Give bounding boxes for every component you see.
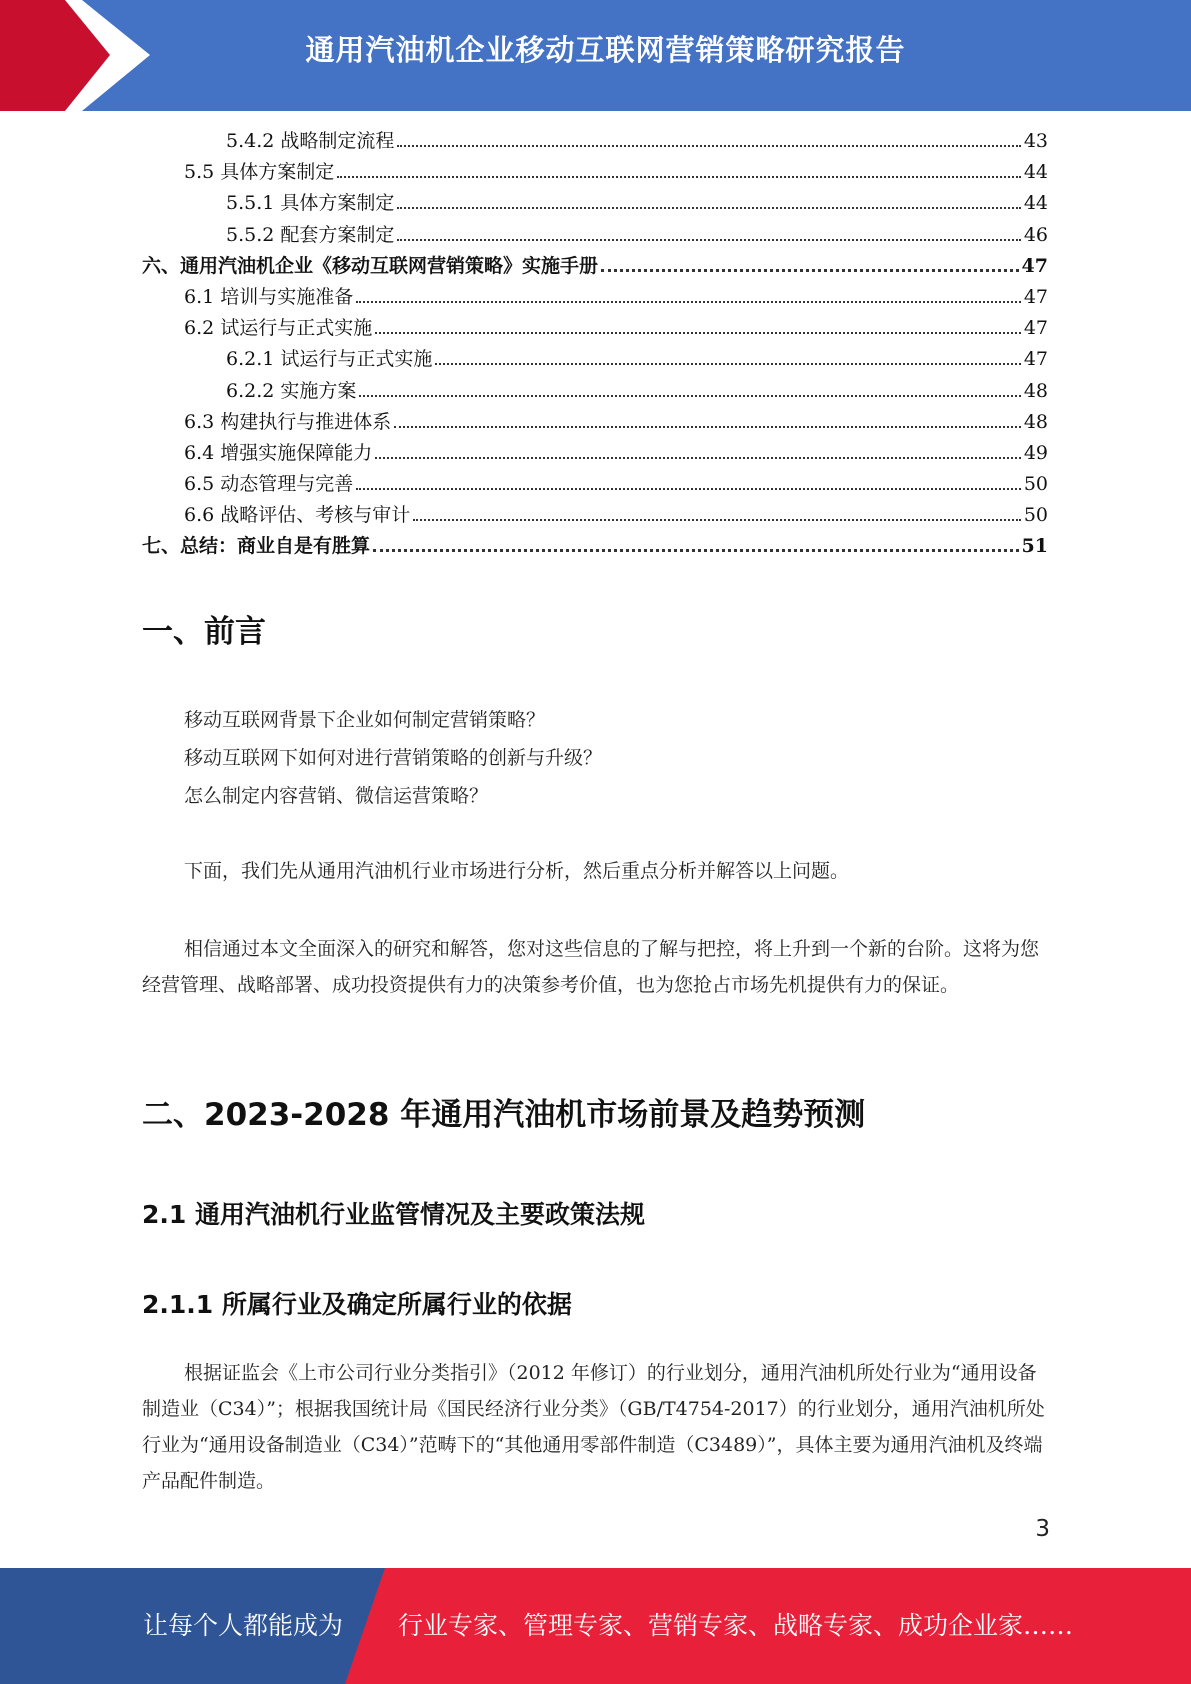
toc-entry-label: 6.1 培训与实施准备 <box>184 285 354 308</box>
toc-entry-label: 5.5 具体方案制定 <box>184 161 335 184</box>
footer-roles: 行业专家、管理专家、营销专家、战略专家、成功企业家…… <box>398 1611 1074 1640</box>
toc-dot-leader <box>356 301 1021 303</box>
toc-dot-leader <box>373 549 1019 552</box>
subsection-heading-2-1: 2.1 通用汽油机行业监管情况及主要政策法规 <box>142 1200 645 1229</box>
toc-entry-page: 50 <box>1023 504 1048 527</box>
toc-entry[interactable] <box>142 344 1048 375</box>
toc-entry[interactable] <box>142 220 1048 251</box>
toc-entry[interactable] <box>142 126 1048 157</box>
toc-entry[interactable] <box>142 438 1048 469</box>
toc-entry[interactable] <box>142 500 1048 531</box>
toc-entry-page: 44 <box>1023 161 1048 184</box>
question-line: 怎么制定内容营销、微信运营策略？ <box>184 785 489 807</box>
toc-dot-leader <box>375 332 1021 334</box>
toc-dot-leader <box>435 363 1020 365</box>
toc-entry-page: 43 <box>1023 130 1048 152</box>
toc-dot-leader <box>413 519 1021 521</box>
preface-paragraph-2: 相信通过本文全面深入的研究和解答，您对这些信息的了解与把控，将上升到一个新的台阶。这将为您经营管理、战略部署、成功投资提供有力的决策参考价值，也为您抢占市场先机提供有力的保证。 <box>142 938 1040 996</box>
footer-band <box>0 1568 1191 1684</box>
toc-dot-leader <box>375 457 1021 459</box>
toc-dot-leader <box>394 426 1021 428</box>
toc-entry[interactable] <box>142 188 1048 219</box>
question-line: 移动互联网下如何对进行营销策略的创新与升级？ <box>184 747 603 769</box>
header-band <box>0 0 1191 111</box>
toc-dot-leader <box>356 488 1021 490</box>
toc-entry[interactable] <box>142 251 1048 282</box>
toc-entry-page: 47 <box>1023 285 1048 308</box>
toc-entry-page: 49 <box>1023 441 1048 464</box>
toc-entry[interactable] <box>142 469 1048 500</box>
toc-dot-leader <box>359 395 1020 397</box>
industry-classification-paragraph: 根据证监会《上市公司行业分类指引》（2012 年修订）的行业划分，通用汽油机所处行业为“通用设备制造业（C34）”；根据我国统计局《国民经济行业分类》（GB/T4754-2017）的行业划分，通用汽油机所处行业为“通用设备制造业（C34）”范畴下的“其他通用零部件制造（C3489）”，具体主要为通用汽油机及终端产品配件制造。 <box>142 1362 1045 1492</box>
toc-entry-label: 5.5.2 配套方案制定 <box>226 223 395 246</box>
toc-entry-label: 6.5 动态管理与完善 <box>184 473 354 496</box>
section-heading-preface: 一、前言 <box>142 614 266 650</box>
toc-entry-page: 48 <box>1023 379 1048 402</box>
toc-entry-label: 六、通用汽油机企业《移动互联网营销策略》实施手册 <box>142 254 599 277</box>
toc-entry[interactable] <box>142 531 1048 562</box>
toc-entry-page: 44 <box>1023 192 1048 215</box>
report-title: 通用汽油机企业移动互联网营销策略研究报告 <box>305 33 906 67</box>
preface-questions <box>142 701 1048 815</box>
toc-dot-leader <box>397 239 1020 241</box>
toc-dot-leader <box>397 145 1020 147</box>
toc-entry-label: 七、总结：商业自是有胜算 <box>142 535 371 558</box>
toc-dot-leader <box>397 207 1020 209</box>
preface-paragraph-1: 下面，我们先从通用汽油机行业市场进行分析，然后重点分析并解答以上问题。 <box>184 860 850 882</box>
toc-entry[interactable] <box>142 282 1048 313</box>
toc-entry[interactable] <box>142 313 1048 344</box>
toc-entry-label: 6.2.1 试运行与正式实施 <box>226 348 433 371</box>
toc-entry[interactable] <box>142 407 1048 438</box>
toc-entry-page: 46 <box>1023 223 1048 246</box>
page-number: 3 <box>1035 1516 1050 1542</box>
section-heading-market-outlook: 二、2023-2028 年通用汽油机市场前景及趋势预测 <box>142 1097 866 1133</box>
toc-entry-label: 6.2.2 实施方案 <box>226 379 357 402</box>
toc-entry-label: 5.4.2 战略制定流程 <box>226 130 395 152</box>
toc-entry-page: 51 <box>1021 535 1048 558</box>
subsection-heading-2-1-1: 2.1.1 所属行业及确定所属行业的依据 <box>142 1290 572 1319</box>
toc-entry-page: 47 <box>1023 317 1048 340</box>
toc-dot-leader <box>601 269 1019 272</box>
toc-entry-label: 6.3 构建执行与推进体系 <box>184 410 392 433</box>
footer-slogan: 让每个人都能成为 <box>143 1611 344 1640</box>
toc-entry-label: 6.4 增强实施保障能力 <box>184 441 373 464</box>
toc-entry-page: 47 <box>1023 348 1048 371</box>
toc-entry-page: 47 <box>1021 254 1048 277</box>
toc-entry-label: 5.5.1 具体方案制定 <box>226 192 395 215</box>
toc-dot-leader <box>337 176 1021 178</box>
toc-entry-label: 6.6 战略评估、考核与审计 <box>184 504 411 527</box>
toc-entry[interactable] <box>142 376 1048 407</box>
table-of-contents <box>142 126 1048 563</box>
toc-entry-label: 6.2 试运行与正式实施 <box>184 317 373 340</box>
toc-entry-page: 48 <box>1023 410 1048 433</box>
toc-entry[interactable] <box>142 157 1048 188</box>
question-line: 移动互联网背景下企业如何制定营销策略？ <box>184 709 546 731</box>
toc-entry-page: 50 <box>1023 473 1048 496</box>
